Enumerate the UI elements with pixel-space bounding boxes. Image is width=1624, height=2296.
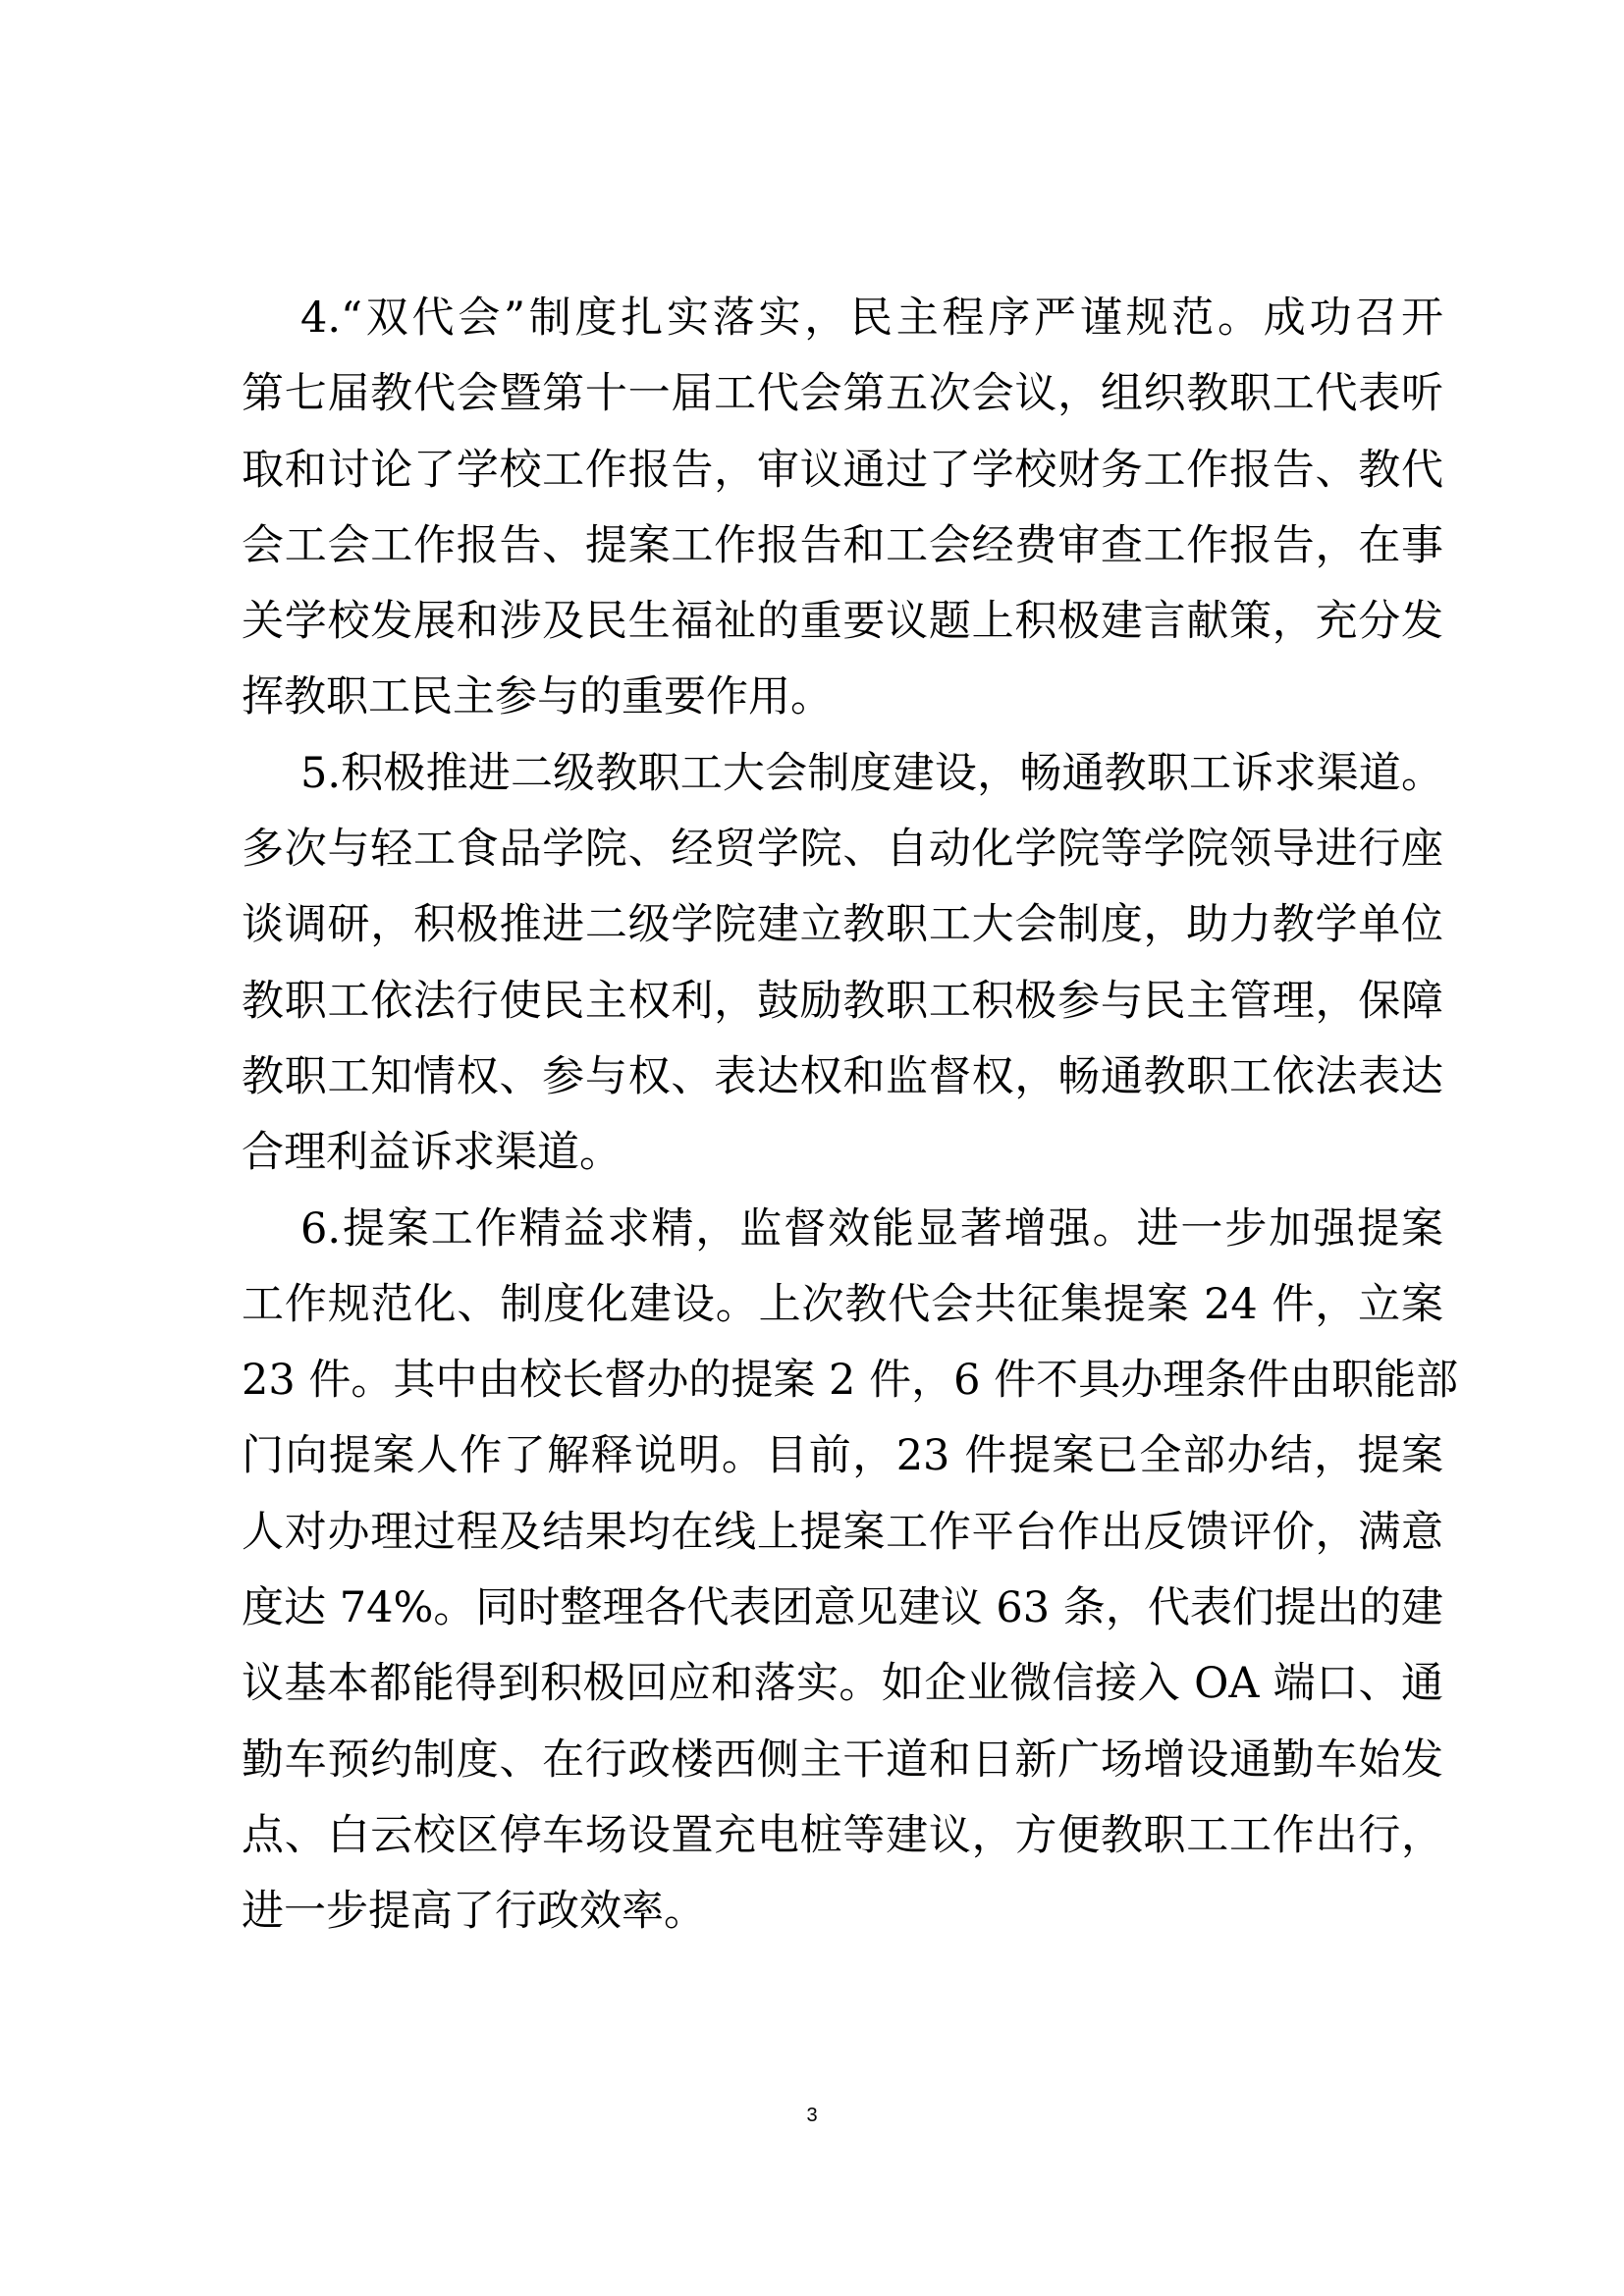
text-line: 挥教职工民主参与的重要作用。 xyxy=(242,672,833,722)
text-line: 进一步提高了行政效率。 xyxy=(242,1887,706,1937)
text-line: 议基本都能得到积极回应和落实。如企业微信接入 OA 端口、通 xyxy=(242,1659,1443,1709)
text-line: 勤车预约制度、在行政楼西侧主干道和日新广场增设通勤车始发 xyxy=(242,1735,1443,1785)
text-line: 工作规范化、制度化建设。上次教代会共征集提案 24 件，立案 xyxy=(242,1279,1443,1329)
text-line: 点、白云校区停车场设置充电桩等建议，方便教职工工作出行， xyxy=(242,1810,1443,1860)
text-line: 多次与轻工食品学院、经贸学院、自动化学院等学院领导进行座 xyxy=(242,825,1443,875)
text-line: 谈调研，积极推进二级学院建立教职工大会制度，助力教学单位 xyxy=(242,900,1443,950)
text-line: 教职工依法行使民主权利，鼓励教职工积极参与民主管理，保障 xyxy=(242,976,1443,1026)
text-line: 关学校发展和涉及民生福祉的重要议题上积极建言献策，充分发 xyxy=(242,597,1443,647)
text-line: 人对办理过程及结果均在线上提案工作平台作出反馈评价，满意 xyxy=(242,1507,1443,1557)
text-line: 教职工知情权、参与权、表达权和监督权，畅通教职工依法表达 xyxy=(242,1051,1443,1101)
page-number: 3 xyxy=(806,2105,818,2126)
text-line: 合理利益诉求渠道。 xyxy=(242,1128,622,1178)
text-line: 6.提案工作精益求精，监督效能显著增强。进一步加强提案 xyxy=(300,1203,1443,1254)
text-line: 第七届教代会暨第十一届工代会第五次会议，组织教职工代表听 xyxy=(242,369,1443,419)
document-body xyxy=(242,281,1459,1950)
text-line: 度达 74%。同时整理各代表团意见建议 63 条，代表们提出的建 xyxy=(242,1583,1443,1633)
paragraph-secondary-congress xyxy=(242,736,1443,1192)
text-line: 4.“双代会”制度扎实落实，民主程序严谨规范。成功召开 xyxy=(300,294,1443,343)
text-line: 5.积极推进二级教职工大会制度建设，畅通教职工诉求渠道。 xyxy=(300,748,1443,798)
text-line: 门向提案人作了解释说明。目前，23 件提案已全部办结，提案 xyxy=(242,1431,1443,1481)
text-line: 23 件。其中由校长督办的提案 2 件，6 件不具办理条件由职能部 xyxy=(242,1356,1459,1406)
paragraph-proposals xyxy=(242,1192,1459,1950)
paragraph-dual-congress xyxy=(242,281,1443,736)
text-line: 取和讨论了学校工作报告，审议通过了学校财务工作报告、教代 xyxy=(242,445,1443,495)
text-line: 会工会工作报告、提案工作报告和工会经费审查工作报告，在事 xyxy=(242,520,1443,570)
